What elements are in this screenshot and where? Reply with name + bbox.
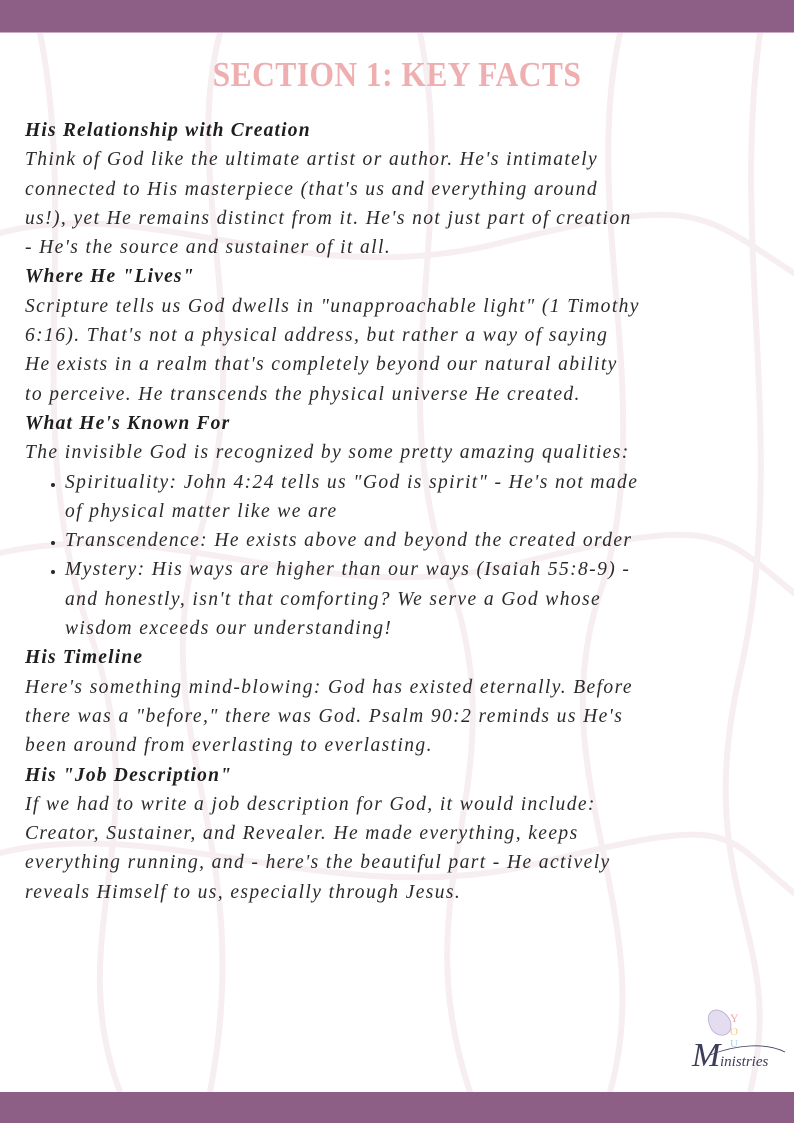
bullet-item [65, 526, 785, 555]
svg-text:U: U [730, 1038, 738, 1050]
paragraph-line: reveals Himself to us, especially through Jesus. [25, 881, 462, 903]
document-body [25, 116, 785, 907]
bullet-line: and honestly, isn't that comforting? We serve a God whose [65, 588, 602, 610]
bullet-line: • Transcendence: He exists above and beyond the created order [65, 530, 633, 552]
svg-text:inistries: inistries [720, 1054, 769, 1070]
svg-text:M: M [692, 1037, 721, 1074]
section-heading: His Timeline [25, 647, 144, 669]
bullet-line: • Spirituality: John 4:24 tells us "God is spirit" - He's not made [65, 471, 639, 493]
section-heading: What He's Known For [25, 412, 231, 434]
section-heading: His Relationship with Creation [25, 120, 311, 141]
paragraph-line: Think of God like the ultimate artist or author. He's intimately [25, 149, 599, 171]
bullet-line: of physical matter like we are [65, 500, 338, 522]
paragraph-line: us!), yet He remains distinct from it. He's not just part of creation [25, 207, 632, 229]
paragraph-line: to perceive. He transcends the physical universe He created. [25, 383, 581, 405]
paragraph-line: Scripture tells us God dwells in "unapproachable light" (1 Timothy [25, 295, 640, 317]
paragraph-line: there was a "before," there was God. Psalm 90:2 reminds us He's [25, 705, 624, 727]
bullet-item [65, 555, 785, 643]
footer-bar [0, 1092, 794, 1123]
paragraph-line: everything running, and - here's the beautiful part - He actively [25, 852, 611, 874]
svg-text:O: O [730, 1026, 738, 1038]
paragraph-line: - He's the source and sustainer of it all. [25, 237, 392, 259]
section-heading: Where He "Lives" [25, 266, 195, 288]
page-title: SECTION 1: KEY FACTS [212, 55, 582, 94]
ministries-logo [690, 1000, 790, 1090]
bullet-list [25, 468, 785, 644]
paragraph-line: 6:16). That's not a physical address, but rather a way of saying [25, 325, 609, 347]
paragraph-line: connected to His masterpiece (that's us and everything around [25, 178, 598, 200]
paragraph-line: Here's something mind-blowing: God has existed eternally. Before [25, 676, 633, 698]
bullet-line: wisdom exceeds our understanding! [65, 618, 393, 640]
paragraph-line: been around from everlasting to everlasting. [25, 735, 433, 757]
bullet-line: • Mystery: His ways are higher than our ways (Isaiah 55:8-9) - [65, 559, 631, 581]
bullet-item [65, 468, 785, 527]
svg-text:Y: Y [730, 1011, 739, 1025]
paragraph-line: He exists in a realm that's completely beyond our natural ability [25, 354, 618, 376]
section-heading: His "Job Description" [25, 764, 233, 786]
paragraph-line: The invisible God is recognized by some pretty amazing qualities: [25, 442, 630, 464]
paragraph-line: If we had to write a job description for God, it would include: [25, 793, 596, 815]
header-bar [0, 0, 794, 33]
paragraph-line: Creator, Sustainer, and Revealer. He made everything, keeps [25, 823, 579, 845]
